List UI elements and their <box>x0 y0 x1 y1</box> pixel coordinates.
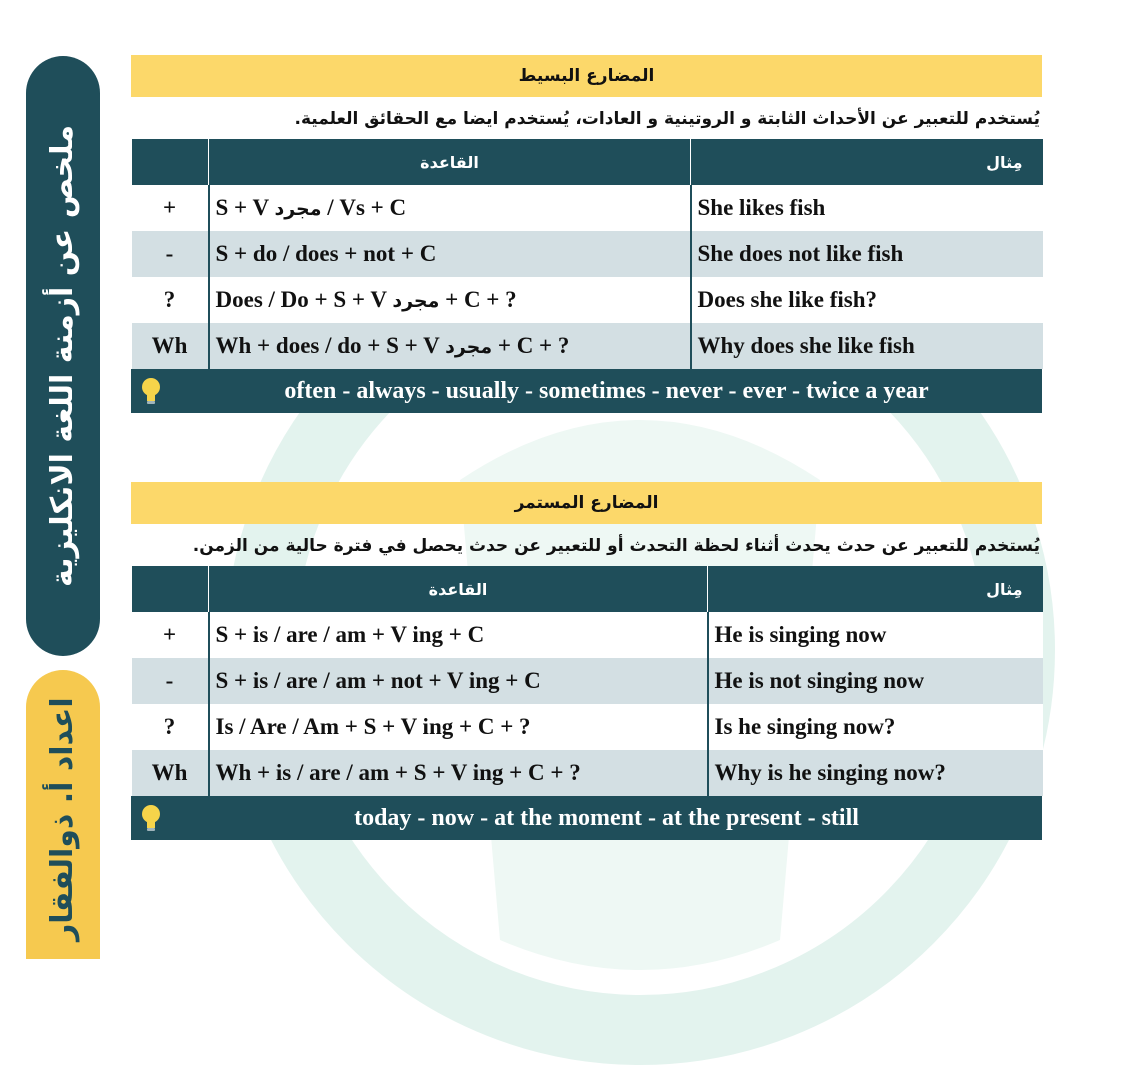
row-example: Is he singing now? <box>708 704 1043 750</box>
lightbulb-icon <box>139 376 163 406</box>
section-description: يُستخدم للتعبير عن الأحداث الثابتة و الروتينية و العادات، يُستخدم ايضا مع الحقائق العلمية. <box>294 109 1040 129</box>
time-expressions: often - always - usually - sometimes - never - ever - twice a year <box>284 377 929 404</box>
sidebar-author: اعداد أ. ذوالفقار <box>45 697 80 942</box>
time-expressions-bar <box>131 796 1042 840</box>
section-title: المضارع البسيط <box>131 55 1042 97</box>
time-expressions: today - now - at the moment - at the present - still <box>354 804 859 831</box>
row-rule: S + is / are / am + V ing + C <box>209 612 708 658</box>
row-symbol: Wh <box>132 323 209 369</box>
table-row <box>132 704 1043 750</box>
header-rule: القاعدة <box>209 139 691 185</box>
row-rule: S + do / does + not + C <box>209 231 691 277</box>
header-example: مِثال <box>708 566 1043 612</box>
sidebar-title: ملخص عن أزمنة اللغة الانكليزية <box>45 124 80 588</box>
row-example: Why is he singing now? <box>708 750 1043 796</box>
row-symbol: - <box>132 231 209 277</box>
section-present-continuous <box>131 482 1042 840</box>
section-present-simple <box>131 55 1042 413</box>
table-row <box>132 323 1043 369</box>
section-title: المضارع المستمر <box>131 482 1042 524</box>
row-rule: Wh + is / are / am + S + V ing + C + ? <box>209 750 708 796</box>
row-example: He is not singing now <box>708 658 1043 704</box>
row-symbol: ? <box>132 704 209 750</box>
row-example: He is singing now <box>708 612 1043 658</box>
row-example: She does not like fish <box>691 231 1043 277</box>
row-rule: Does / Do + S + V مجرد + C + ? <box>209 277 691 323</box>
time-expressions-bar <box>131 369 1042 413</box>
row-rule: S + is / are / am + not + V ing + C <box>209 658 708 704</box>
table-row <box>132 277 1043 323</box>
table-row <box>132 231 1043 277</box>
rules-table <box>131 566 1043 796</box>
header-rule: القاعدة <box>209 566 708 612</box>
row-example: Does she like fish? <box>691 277 1043 323</box>
table-row <box>132 750 1043 796</box>
row-rule: Wh + does / do + S + V مجرد + C + ? <box>209 323 691 369</box>
row-symbol: + <box>132 185 209 231</box>
section-description: يُستخدم للتعبير عن حدث يحدث أثناء لحظة التحدث أو للتعبير عن حدث يحصل في فترة حالية من الزمن. <box>192 536 1040 556</box>
row-symbol: - <box>132 658 209 704</box>
lightbulb-icon <box>139 803 163 833</box>
rules-table <box>131 139 1043 369</box>
header-symbol <box>132 566 209 612</box>
row-example: She likes fish <box>691 185 1043 231</box>
row-example: Why does she like fish <box>691 323 1043 369</box>
row-symbol: ? <box>132 277 209 323</box>
header-example: مِثال <box>691 139 1043 185</box>
row-rule: Is / Are / Am + S + V ing + C + ? <box>209 704 708 750</box>
table-row <box>132 185 1043 231</box>
row-symbol: + <box>132 612 209 658</box>
row-rule: S + V مجرد / Vs + C <box>209 185 691 231</box>
table-row <box>132 658 1043 704</box>
table-row <box>132 612 1043 658</box>
header-symbol <box>132 139 209 185</box>
row-symbol: Wh <box>132 750 209 796</box>
